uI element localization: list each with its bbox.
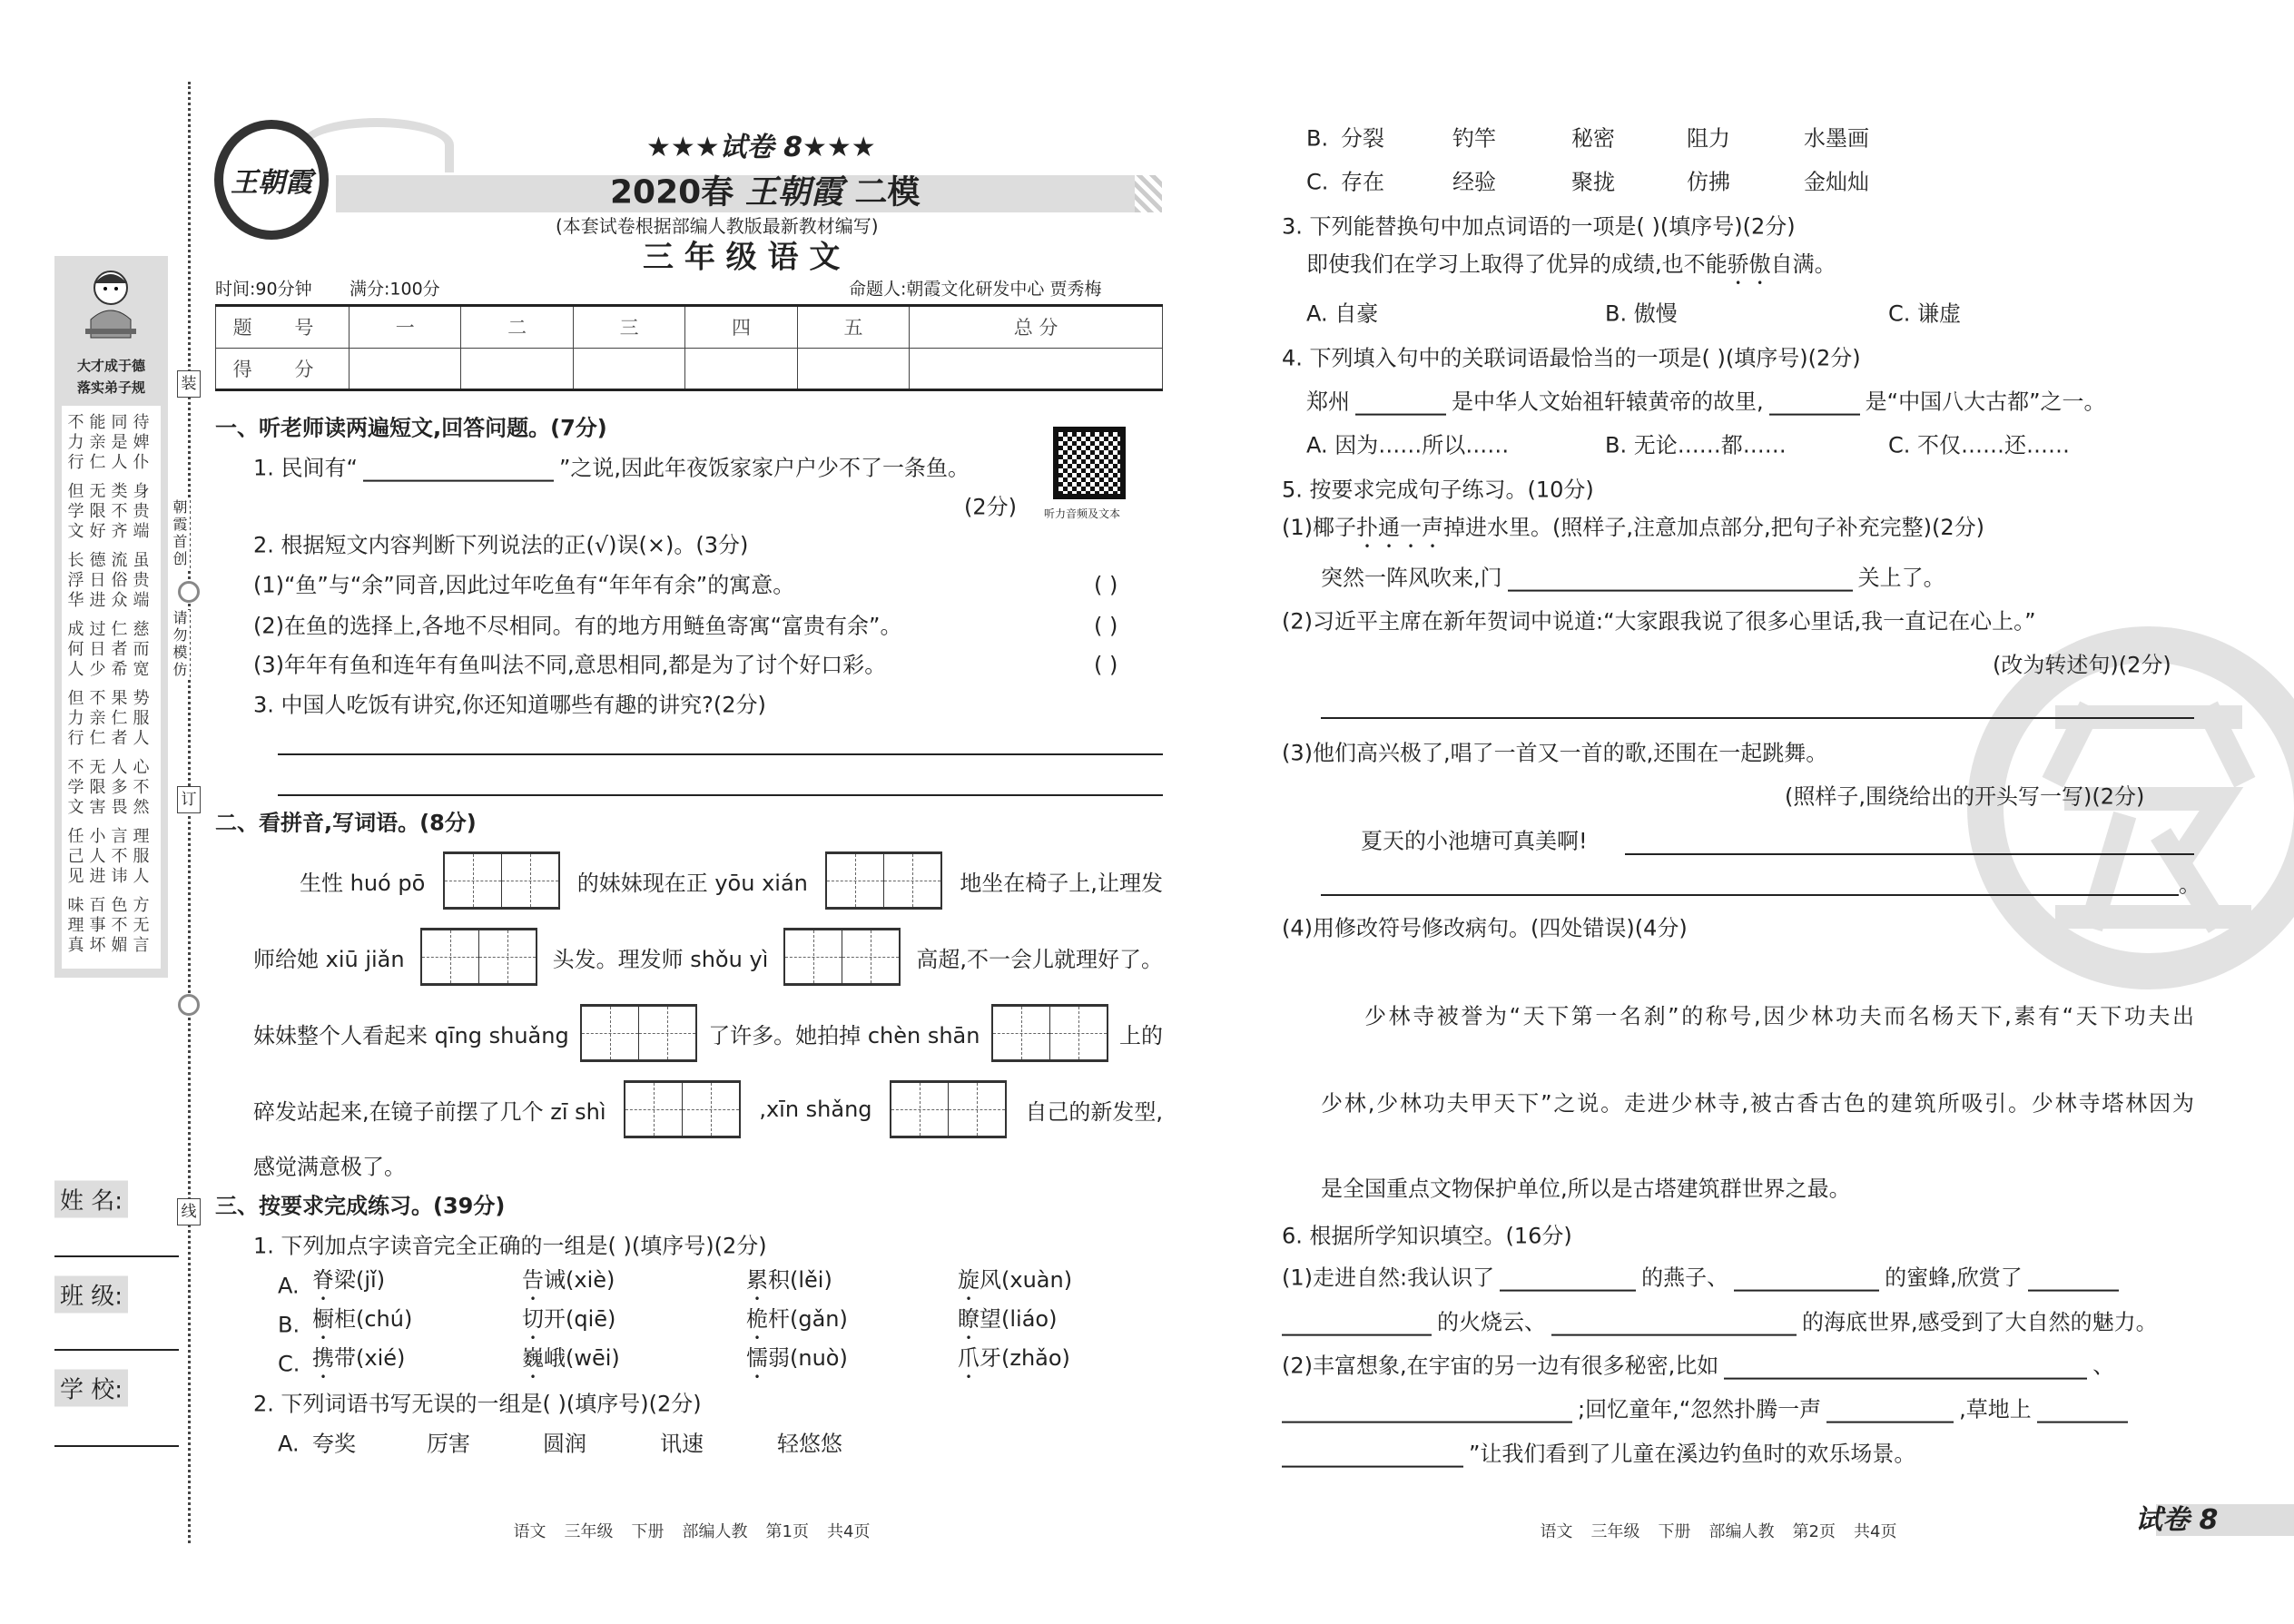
answer-blank[interactable] bbox=[1282, 1443, 1463, 1467]
pinyin-option bbox=[312, 1267, 385, 1305]
question-3: 3. 下列能替换句中加点词语的一项是( )(填序号)(2分) bbox=[1282, 213, 1796, 240]
full-score: 满分:100分 bbox=[350, 279, 440, 300]
answer-line[interactable] bbox=[1321, 894, 2179, 896]
pinyin-option bbox=[746, 1345, 848, 1383]
answer-blank[interactable] bbox=[1282, 1399, 1572, 1422]
poem-row: 文好齐端 bbox=[67, 522, 155, 541]
pinyin-text: 头发。理发师 shǒu yì bbox=[552, 946, 769, 972]
score-cell[interactable] bbox=[910, 348, 1163, 390]
poem-row: 文害畏然 bbox=[67, 798, 155, 817]
writing-box[interactable] bbox=[443, 851, 560, 910]
footer-part: 下册 bbox=[1658, 1522, 1691, 1541]
score-cell[interactable] bbox=[573, 348, 684, 390]
fill-sentence: 的火烧云、 的海底世界,感受到了大自然的魅力。 bbox=[1276, 1310, 2158, 1336]
footer-part: 第2页 bbox=[1792, 1522, 1836, 1541]
poem-row: 浮日俗贵 bbox=[67, 571, 155, 590]
option[interactable]: B. 无论……都…… bbox=[1605, 432, 1787, 458]
student-reading-icon bbox=[82, 265, 140, 351]
motto-line: 落实弟子规 bbox=[76, 379, 145, 396]
dotted-char: 懦 bbox=[746, 1345, 768, 1371]
pinyin-text: 自己的新发型, bbox=[1025, 1098, 1163, 1125]
question-3: 3. 中国人吃饭有讲究,你还知道哪些有趣的讲究?(2分) bbox=[253, 692, 766, 718]
table-header: 三 bbox=[573, 306, 684, 349]
poem-row: 人少希宽 bbox=[67, 660, 155, 679]
fill-sentence: 突然一阵风吹来,门 关上了。 bbox=[1321, 565, 1945, 591]
table-row bbox=[216, 348, 1163, 390]
poem-row: 行仁人仆 bbox=[67, 453, 155, 472]
motto-line: 大才成于德 bbox=[76, 358, 145, 374]
footer-part: 下册 bbox=[631, 1522, 665, 1541]
subject-title: 三 年 级 语 文 bbox=[643, 239, 841, 276]
qr-code[interactable] bbox=[1053, 427, 1126, 499]
faulty-paragraph-line: 是全国重点文物保护单位,所以是古塔建筑群世界之最。 bbox=[1321, 1176, 1851, 1202]
footer-part: 三年级 bbox=[1590, 1522, 1640, 1541]
option-rest: 梁(jǐ) bbox=[334, 1267, 386, 1293]
table-header: 总 分 bbox=[910, 306, 1163, 349]
footer-part: 部编人教 bbox=[1708, 1522, 1775, 1541]
dotted-char: 切 bbox=[522, 1306, 544, 1332]
answer-blank[interactable] bbox=[1355, 391, 1446, 415]
answer-line[interactable] bbox=[278, 753, 1163, 755]
question-1: 1. 民间有“ ”之说,因此年夜饭家家户户少不了一条鱼。 bbox=[253, 455, 970, 481]
footer-part: 第1页 bbox=[765, 1522, 809, 1541]
poem-gap bbox=[65, 611, 157, 620]
score-cell[interactable] bbox=[685, 348, 797, 390]
poem-row: 长德流虽 bbox=[67, 551, 155, 570]
dotted-char: 累 bbox=[746, 1267, 768, 1293]
table-header: 题 号 bbox=[216, 306, 350, 349]
dotted-char: 爪 bbox=[958, 1345, 980, 1371]
answer-blank[interactable] bbox=[1500, 1267, 1636, 1291]
poem-row: 成过仁慈 bbox=[67, 620, 155, 639]
answer-line[interactable] bbox=[1321, 717, 2194, 719]
option-rest: 牙(zhǎo) bbox=[980, 1345, 1070, 1371]
poem-row: 真坏媚言 bbox=[67, 936, 155, 955]
paper-series: ★★★试卷 8★★★ bbox=[646, 132, 876, 163]
pinyin-option bbox=[522, 1306, 615, 1344]
table-header: 五 bbox=[797, 306, 909, 349]
section-heading: 一、听老师读两遍短文,回答问题。(7分) bbox=[215, 415, 607, 441]
page-footer bbox=[1531, 1519, 1906, 1542]
poem-row: 力亲仁服 bbox=[67, 709, 155, 728]
option-label[interactable]: C. bbox=[278, 1351, 300, 1377]
pinyin-text: 了许多。她拍掉 chèn shān bbox=[708, 1022, 980, 1048]
judgment-item: (2)在鱼的选择上,各地不尽相同。有的地方用鲢鱼寄寓“富贵有余”。 bbox=[253, 613, 902, 639]
pinyin-text: 碎发站起来,在镜子前摆了几个 zī shì bbox=[253, 1098, 606, 1125]
answer-line[interactable] bbox=[278, 794, 1163, 796]
dotted-char: 携 bbox=[312, 1345, 334, 1371]
paper-subtitle: (本套试卷根据部编人教版最新教材编写) bbox=[556, 215, 879, 237]
requirement: (照样子,围绕给出的开头写一写)(2分) bbox=[1785, 783, 2145, 810]
paper-tag: 试卷 8 bbox=[2135, 1504, 2219, 1536]
writing-box[interactable] bbox=[825, 851, 942, 910]
answer-paren[interactable]: ( ) bbox=[1094, 613, 1118, 639]
option-rest: 积(lěi) bbox=[768, 1267, 832, 1293]
pinyin-option bbox=[522, 1345, 620, 1383]
ring-icon bbox=[178, 994, 200, 1016]
pinyin-text: 地坐在椅子上,让理发 bbox=[960, 870, 1163, 896]
question-2: 2. 下列词语书写无误的一组是( )(填序号)(2分) bbox=[253, 1391, 702, 1417]
answer-paren[interactable]: ( ) bbox=[1094, 652, 1118, 678]
poem-row: 但无类身 bbox=[67, 482, 155, 501]
sentence-start: 夏天的小池塘可真美啊! bbox=[1361, 828, 1588, 854]
answer-blank[interactable] bbox=[1769, 391, 1860, 415]
pinyin-text: 上的 bbox=[1118, 1022, 1163, 1048]
option-label[interactable]: A. bbox=[278, 1273, 300, 1299]
pinyin-option bbox=[312, 1306, 412, 1344]
option-word: 聚拢 bbox=[1571, 169, 1615, 195]
fill-sentence: (2)丰富想象,在宇宙的另一边有很多秘密,比如 、 bbox=[1282, 1353, 2115, 1379]
answer-blank[interactable] bbox=[1826, 1399, 1954, 1422]
score-cell[interactable] bbox=[461, 348, 573, 390]
exam-time: 时间:90分钟 bbox=[215, 279, 312, 300]
sub-question: (2)习近平主席在新年贺词中说道:“大家跟我说了很多心里话,我一直记在心上。” bbox=[1282, 608, 2036, 635]
poem-gap bbox=[65, 473, 157, 482]
table-header: 四 bbox=[685, 306, 797, 349]
table-row bbox=[216, 306, 1163, 349]
poem-row: 华进众端 bbox=[67, 591, 155, 610]
option-word: 轻悠悠 bbox=[777, 1431, 842, 1457]
poem-row: 行仁者人 bbox=[67, 729, 155, 748]
writing-box[interactable] bbox=[783, 928, 901, 986]
dizigui-poem bbox=[62, 406, 161, 969]
option-word: 金灿灿 bbox=[1804, 169, 1869, 195]
question-1: 1. 下列加点字读音完全正确的一组是( )(填序号)(2分) bbox=[253, 1233, 767, 1259]
writing-box[interactable] bbox=[991, 1004, 1108, 1062]
option-label[interactable]: A. bbox=[278, 1431, 300, 1457]
pinyin-option bbox=[312, 1345, 405, 1383]
option-word: 经验 bbox=[1452, 169, 1496, 195]
option-word: 秘密 bbox=[1571, 125, 1615, 152]
question-5: 5. 按要求完成句子练习。(10分) bbox=[1282, 477, 1594, 503]
binding-mark-ding: 订 bbox=[177, 786, 201, 813]
fill-sentence: ;回忆童年,“忽然扑腾一声 ,草地上 bbox=[1276, 1397, 2133, 1423]
option-rest: 柜(chú) bbox=[334, 1306, 413, 1332]
name-field[interactable] bbox=[54, 1255, 179, 1257]
option-word: 讯速 bbox=[660, 1431, 704, 1457]
option-word: 存在 bbox=[1341, 169, 1384, 195]
ring-icon bbox=[178, 581, 200, 603]
option-word: 厉害 bbox=[427, 1431, 470, 1457]
dotted-char: 脊 bbox=[312, 1267, 334, 1293]
footer-part: 部编人教 bbox=[682, 1522, 748, 1541]
pinyin-row bbox=[253, 1080, 1163, 1138]
pinyin-row bbox=[300, 851, 1163, 910]
dotted-char: 瞭 bbox=[958, 1306, 980, 1332]
footer-part: 共4页 bbox=[1854, 1522, 1897, 1541]
binding-mark-zhuang: 装 bbox=[177, 370, 201, 398]
footer-part: 三年级 bbox=[564, 1522, 614, 1541]
judgment-item: (1)“鱼”与“余”同音,因此过年吃鱼有“年年有余”的寓意。 bbox=[253, 572, 795, 598]
table-header: 二 bbox=[461, 306, 573, 349]
class-label: 班 级: bbox=[54, 1276, 128, 1314]
school-field[interactable] bbox=[54, 1445, 179, 1447]
pinyin-text: 生性 huó pō bbox=[300, 870, 426, 896]
question-6: 6. 根据所学知识填空。(16分) bbox=[1282, 1223, 1572, 1249]
poem-gap bbox=[65, 542, 157, 551]
answer-line[interactable] bbox=[1625, 853, 2194, 855]
dotted-char: 巍 bbox=[522, 1345, 544, 1371]
poem-gap bbox=[65, 887, 157, 896]
poem-gap bbox=[65, 680, 157, 689]
option-rest: 杆(gǎn) bbox=[768, 1306, 848, 1332]
page-footer bbox=[505, 1519, 880, 1542]
poem-row: 何日者而 bbox=[67, 640, 155, 659]
answer-blank[interactable] bbox=[1734, 1267, 1879, 1291]
poem-row: 但不果势 bbox=[67, 689, 155, 708]
answer-blank[interactable] bbox=[2028, 1267, 2119, 1291]
footer-part: 语文 bbox=[513, 1522, 546, 1541]
paper-title: 2020春 王朝霞 二模 bbox=[610, 173, 921, 212]
writing-box[interactable] bbox=[890, 1080, 1007, 1138]
fill-sentence: 郑州 是中华人文始祖轩辕黄帝的故里, 是“中国八大古都”之一。 bbox=[1306, 389, 2106, 415]
pinyin-option bbox=[522, 1267, 615, 1305]
answer-blank[interactable] bbox=[1724, 1355, 2087, 1379]
answer-blank[interactable] bbox=[1551, 1312, 1797, 1335]
pinyin-option bbox=[958, 1306, 1057, 1344]
sidebar-panel bbox=[54, 256, 168, 978]
fill-sentence: ”让我们看到了儿童在溪边钓鱼时的欢乐场景。 bbox=[1276, 1442, 1915, 1468]
poem-row: 任小言理 bbox=[67, 827, 155, 846]
pinyin-row bbox=[253, 928, 1163, 986]
option-rest: 峨(wēi) bbox=[544, 1345, 620, 1371]
judgment-item: (3)年年有鱼和连年有鱼叫法不同,意思相同,都是为了讨个好口彩。 bbox=[253, 652, 887, 678]
section-heading: 二、看拼音,写词语。(8分) bbox=[215, 810, 477, 836]
pinyin-tail: 感觉满意极了。 bbox=[253, 1154, 406, 1180]
sub-question: (4)用修改符号修改病句。(四处错误)(4分) bbox=[1282, 915, 1688, 941]
pinyin-text: 的妹妹现在正 yōu xián bbox=[576, 870, 808, 896]
answer-blank[interactable] bbox=[2037, 1399, 2128, 1422]
dotted-char: 橱 bbox=[312, 1306, 334, 1332]
option-rest: 诫(xiè) bbox=[544, 1267, 615, 1293]
poem-row: 见进讳人 bbox=[67, 867, 155, 886]
question-score: (2分) bbox=[964, 494, 1017, 520]
section-heading: 三、按要求完成练习。(39分) bbox=[215, 1193, 506, 1219]
option[interactable]: B. 傲慢 bbox=[1605, 300, 1678, 327]
school-label: 学 校: bbox=[54, 1370, 128, 1407]
poem-row: 理事不无 bbox=[67, 916, 155, 935]
pinyin-text: 妹妹整个人看起来 qīng shuǎng bbox=[253, 1022, 569, 1048]
option-word: 圆润 bbox=[543, 1431, 586, 1457]
dotted-char: 旋 bbox=[958, 1267, 980, 1293]
pinyin-option bbox=[746, 1267, 832, 1305]
poem-row: 学限多不 bbox=[67, 778, 155, 797]
binding-note: 请勿模仿 bbox=[171, 610, 188, 679]
poem-gap bbox=[65, 818, 157, 827]
faulty-paragraph-line: 少林寺被誉为“天下第一名刹”的称号,因少林功夫而名杨天下,素有“天下功夫出 bbox=[1364, 1003, 2194, 1029]
pinyin-option bbox=[958, 1345, 1070, 1383]
option-word: 分裂 bbox=[1341, 125, 1384, 152]
exam-author: 命题人:朝霞文化研发中心 贾秀梅 bbox=[849, 279, 1102, 300]
sub-question: (3)他们高兴极了,唱了一首又一首的歌,还围在一起跳舞。 bbox=[1282, 740, 1828, 766]
score-table bbox=[215, 304, 1163, 391]
faulty-paragraph-line: 少林,少林功夫甲天下”之说。走进少林寺,被古香古色的建筑所吸引。少林寺塔林因为 bbox=[1321, 1090, 2194, 1117]
pinyin-option bbox=[958, 1267, 1072, 1305]
score-cell[interactable] bbox=[797, 348, 909, 390]
question-2: 2. 根据短文内容判断下列说法的正(√)误(×)。(3分) bbox=[253, 532, 749, 558]
writing-box[interactable] bbox=[420, 928, 537, 986]
writing-box[interactable] bbox=[624, 1080, 741, 1138]
table-header: 一 bbox=[350, 306, 461, 349]
option[interactable]: A. 自豪 bbox=[1306, 300, 1379, 327]
option-rest: 带(xié) bbox=[334, 1345, 406, 1371]
brand-logo: 王朝霞 bbox=[214, 120, 329, 240]
option-word: 阻力 bbox=[1687, 125, 1730, 152]
pinyin-text: 高超,不一会儿就理好了。 bbox=[916, 946, 1163, 972]
requirement: (改为转述句)(2分) bbox=[1993, 652, 2171, 678]
class-field[interactable] bbox=[54, 1349, 179, 1351]
option-word: 钓竿 bbox=[1452, 125, 1496, 152]
option[interactable]: C. 不仅……还…… bbox=[1888, 432, 2071, 458]
footer-part: 共4页 bbox=[827, 1522, 871, 1541]
pinyin-text: 师给她 xiū jiǎn bbox=[253, 946, 405, 972]
poem-row: 己人不服 bbox=[67, 847, 155, 866]
poem-row: 不能同待 bbox=[67, 413, 155, 432]
dotted-char: 桅 bbox=[746, 1306, 768, 1332]
option-label[interactable]: C. bbox=[1306, 169, 1329, 195]
sub-question: (1)椰子扑通一声掉进水里。(照样子,注意加点部分,把句子补充完整)(2分) bbox=[1282, 515, 1984, 540]
binding-note: 朝霞首创 bbox=[171, 499, 188, 568]
poem-gap bbox=[65, 749, 157, 758]
answer-paren[interactable]: ( ) bbox=[1094, 572, 1118, 598]
option-label[interactable]: B. bbox=[278, 1312, 300, 1338]
option-word: 水墨画 bbox=[1804, 125, 1869, 152]
option-rest: 风(xuàn) bbox=[980, 1267, 1073, 1293]
dotted-char: 告 bbox=[522, 1267, 544, 1293]
answer-blank[interactable] bbox=[1282, 1312, 1432, 1335]
option[interactable]: A. 因为……所以…… bbox=[1306, 432, 1510, 458]
option-rest: 望(liáo) bbox=[980, 1306, 1058, 1332]
option-word: 仿拂 bbox=[1687, 169, 1730, 195]
answer-blank[interactable] bbox=[1508, 567, 1853, 591]
writing-box[interactable] bbox=[580, 1004, 697, 1062]
option-rest: 开(qiē) bbox=[544, 1306, 616, 1332]
poem-row: 不无人心 bbox=[67, 758, 155, 777]
poem-row: 味百色方 bbox=[67, 896, 155, 915]
qr-caption: 听力音频及文本 bbox=[1044, 507, 1121, 520]
answer-blank[interactable] bbox=[363, 458, 554, 481]
example-sentence: 即使我们在学习上取得了优异的成绩,也不能骄傲自满。 bbox=[1306, 251, 1836, 277]
pinyin-option bbox=[746, 1306, 848, 1344]
option[interactable]: C. 谦虚 bbox=[1888, 300, 1962, 327]
banner-pattern bbox=[1135, 175, 1162, 212]
poem-row: 力亲是婢 bbox=[67, 433, 155, 452]
row-label: 得 分 bbox=[216, 348, 350, 390]
option-rest: 弱(nuò) bbox=[768, 1345, 848, 1371]
poem-row: 学限不贵 bbox=[67, 502, 155, 521]
option-label[interactable]: B. bbox=[1306, 125, 1329, 152]
footer-part: 语文 bbox=[1540, 1522, 1573, 1541]
binding-mark-xian: 线 bbox=[177, 1198, 201, 1225]
period: 。 bbox=[2179, 871, 2200, 898]
score-cell[interactable] bbox=[350, 348, 461, 390]
question-4: 4. 下列填入句中的关联词语最恰当的一项是( )(填序号)(2分) bbox=[1282, 345, 1861, 371]
option-word: 夸奖 bbox=[312, 1431, 356, 1457]
fill-sentence: (1)走进自然:我认识了 的燕子、 的蜜蜂,欣赏了 bbox=[1282, 1265, 2124, 1292]
name-label: 姓 名: bbox=[54, 1181, 128, 1218]
pinyin-text: ,xīn shǎng bbox=[759, 1097, 872, 1122]
pinyin-row bbox=[253, 1004, 1163, 1062]
